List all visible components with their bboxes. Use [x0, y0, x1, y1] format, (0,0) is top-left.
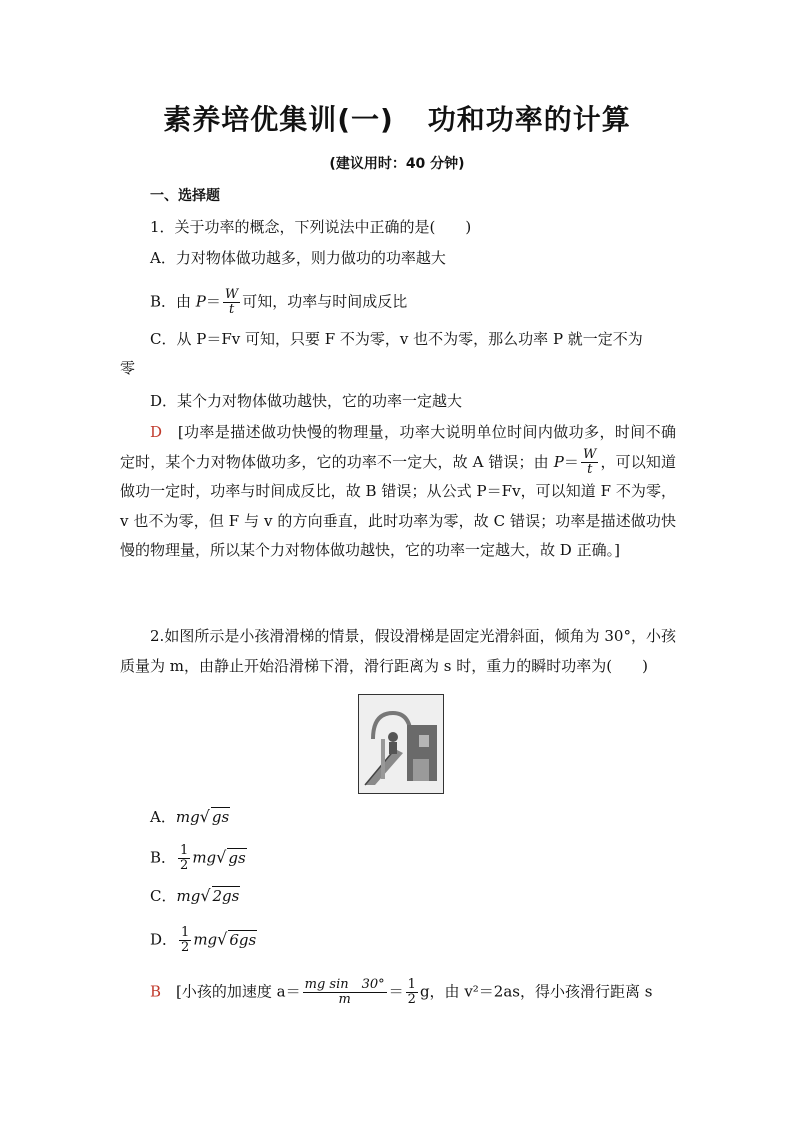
q2-exp-half-num: 1 [407, 977, 416, 992]
q1-exp-denominator: t [587, 462, 593, 478]
q2-d-den: 2 [181, 940, 190, 955]
q1-exp-part2: ，可以知道做功一定时，功率与时间成反比，故 B 错误；从公式 P＝Fv，可以知道 F 不为零，v 也不为零，但 F 与 v 的方向垂直，此时功率为零，故 C 错误；功率是描述做功快慢的物理量，所以某个力对物体做功越快，它的功率一定越大，故 D 正确。] [120, 452, 676, 560]
q1-b-fraction [223, 288, 240, 317]
q2-exp-denominator: m [338, 992, 351, 1007]
q1-explanation [120, 418, 676, 566]
q1-b-denominator: t [228, 302, 235, 317]
q2-exp-fraction [303, 978, 387, 1007]
suggested-time: (建议用时：40 分钟) [329, 156, 465, 172]
q1-b-suffix: 可知，功率与时间成反比 [242, 292, 408, 311]
q2-explanation [150, 978, 652, 1007]
q1-option-d: D．某个力对物体做功越快，它的功率一定越大 [150, 392, 463, 410]
q1-exp-part1: [功率是描述做功快慢的物理量，功率大说明单位时间内做功多，时间不确定时，某个力对物体做功多，它的功率不一定大，故 A 错误；由 [120, 423, 676, 471]
q2-b-coef: mg [192, 848, 217, 867]
q2-exp-half-den: 2 [407, 992, 416, 1007]
q1-option-a: A．力对物体做功越多，则力做功的功率越大 [150, 249, 446, 267]
page-title [0, 98, 794, 138]
q1-exp-p: P [553, 452, 564, 471]
q2-d-label: D． [150, 930, 178, 949]
q2-d-coef: mg [193, 930, 218, 949]
q1-b-p: P [195, 292, 206, 311]
q2-b-den: 2 [180, 858, 189, 873]
q2-a-coef: mg [175, 808, 200, 826]
q1-b-prefix: B．由 [150, 292, 196, 311]
q1-b-numerator: W [224, 287, 239, 302]
q2-b-label: B． [150, 848, 177, 867]
q2-exp-eq: ＝ [388, 982, 404, 1001]
q2-option-c: C．mg√ 2gs [150, 886, 240, 905]
title-left: 素养培优集训(一) [163, 103, 394, 136]
q2-stem-text: 2.如图所示是小孩滑滑梯的情景，假设滑梯是固定光滑斜面，倾角为 30°，小孩质量为 m，由静止开始沿滑梯下滑，滑行距离为 s 时，重力的瞬时功率为( ) [120, 627, 676, 675]
q2-a-label: A． [150, 808, 176, 826]
q2-option-d: D． $\frac{1}{2}$ mg√ 6gs [150, 925, 257, 955]
q2-exp-half [406, 978, 418, 1007]
q2-b-fraction [178, 844, 190, 873]
q2-stem [120, 622, 676, 681]
q1-option-b [150, 288, 407, 317]
slide-illustration [358, 694, 444, 794]
q2-d-radicand: 6gs [229, 930, 257, 949]
q1-option-c-cont: 零 [120, 359, 136, 377]
q2-b-radicand: gs [228, 848, 246, 867]
q2-exp-prefix: [小孩的加速度 a＝ [176, 982, 301, 1001]
q2-d-fraction [179, 926, 191, 955]
q1-exp-numerator: W [583, 447, 597, 463]
q2-a-radicand: gs [211, 808, 230, 826]
q2-d-num: 1 [181, 925, 190, 940]
q2-answer: B [150, 982, 162, 1001]
q2-option-b: B． $\frac{1}{2}$ mg√ gs [150, 843, 246, 873]
q2-c-radicand: 2gs [212, 887, 240, 905]
q1-answer: D [150, 423, 163, 441]
q1-option-c: C．从 P＝Fv 可知，只要 F 不为零，v 也不为零，那么功率 P 就一定不为 [150, 330, 643, 348]
q2-c-coef: mg [176, 887, 201, 905]
slide-image [359, 695, 443, 793]
q1-stem: 1．关于功率的概念，下列说法中正确的是( ) [150, 218, 472, 236]
q2-c-label: C． [150, 887, 177, 905]
q2-exp-numerator: mg sin 30° [304, 977, 385, 992]
q1-b-eq: ＝ [205, 292, 221, 311]
q2-option-a: A．mg√ gs [150, 807, 230, 826]
title-right: 功和功率的计算 [427, 103, 631, 136]
q2-exp-rest: g，由 v²＝2as，得小孩滑行距离 s [419, 982, 653, 1001]
q1-exp-fraction [581, 448, 598, 477]
q1-exp-eq: ＝ [563, 452, 580, 471]
q2-b-num: 1 [180, 843, 189, 858]
section-heading: 一、选择题 [150, 188, 220, 204]
